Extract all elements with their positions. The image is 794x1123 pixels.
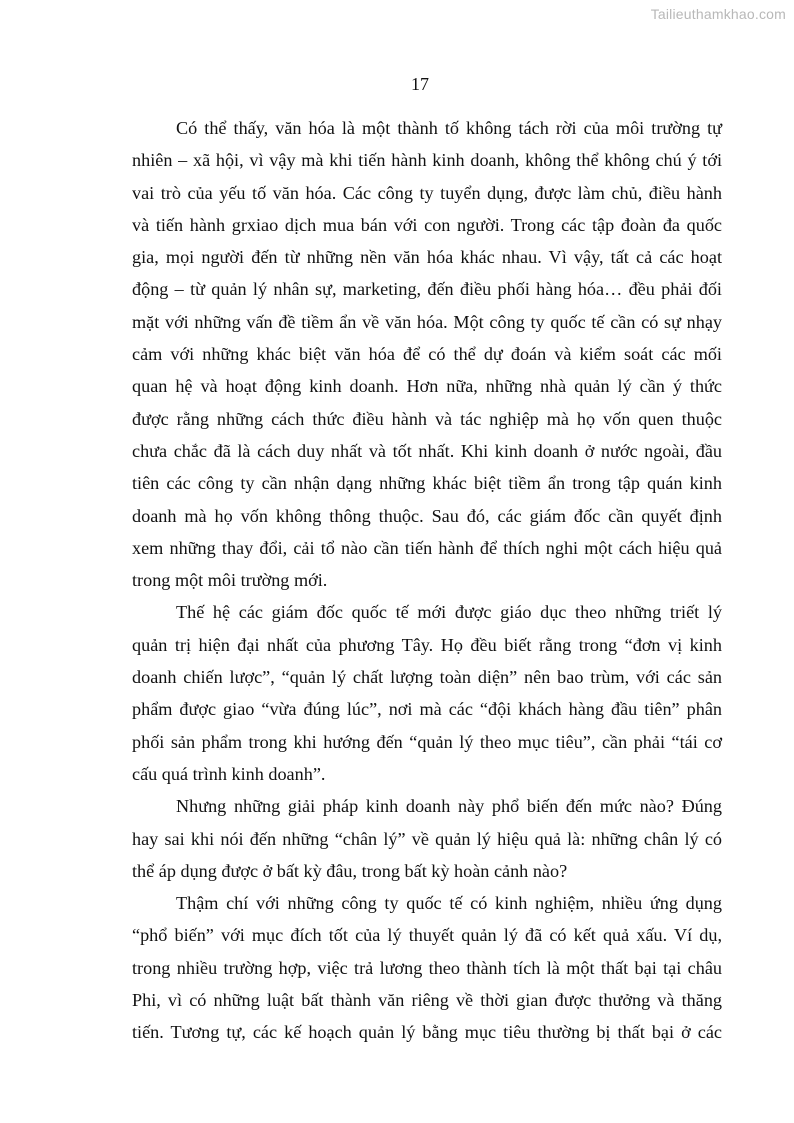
text-line: quan hệ và hoạt động kinh doanh. Hơn nữa, những nhà quản lý cần ý thức	[132, 376, 722, 397]
text-line: được rằng những cách thức điều hành và tác nghiệp mà họ vốn quen thuộc	[132, 408, 722, 429]
paragraph	[132, 112, 722, 596]
text-line: cảm với những khác biệt văn hóa để có thể dự đoán và kiểm soát các mối	[132, 344, 722, 365]
text-line: thể áp dụng được ở bất kỳ đâu, trong bất kỳ hoàn cảnh nào?	[132, 860, 568, 881]
text-line: nhiên – xã hội, vì vậy mà khi tiến hành kinh doanh, không thể không chú ý tới	[132, 150, 722, 171]
text-line: Thậm chí với những công ty quốc tế có kinh nghiệm, nhiều ứng dụng	[176, 893, 722, 914]
page-number: 17	[411, 74, 429, 94]
text-line: Thế hệ các giám đốc quốc tế mới được giáo dục theo những triết lý	[176, 602, 722, 623]
text-line: Có thể thấy, văn hóa là một thành tố không tách rời của môi trường tự	[176, 118, 722, 138]
text-line: vai trò của yếu tố văn hóa. Các công ty tuyển dụng, được làm chủ, điều hành	[132, 182, 722, 203]
text-line: “phổ biến” với mục đích tốt của lý thuyết quản lý đã có kết quả xấu. Ví dụ,	[132, 925, 722, 946]
text-line: động – từ quản lý nhân sự, marketing, đến điều phối hàng hóa… đều phải đối	[132, 279, 722, 300]
text-line: tiến. Tương tự, các kế hoạch quản lý bằng mục tiêu thường bị thất bại ở các	[132, 1022, 722, 1043]
document-body	[132, 112, 722, 1049]
text-line: gia, mọi người đến từ những nền văn hóa khác nhau. Vì vậy, tất cả các hoạt	[132, 247, 722, 268]
text-line: tiên các công ty cần nhận dạng những khác biệt tiềm ẩn trong tập quán kinh	[132, 473, 722, 494]
watermark: Tailieuthamkhao.com	[650, 6, 786, 22]
text-line: cấu quá trình kinh doanh”.	[132, 763, 326, 784]
text-line: Phi, vì có những luật bất thành văn riêng về thời gian được thưởng và thăng	[132, 990, 722, 1011]
text-line: Nhưng những giải pháp kinh doanh này phổ biến đến mức nào? Đúng	[176, 796, 722, 817]
paragraph	[132, 596, 722, 790]
text-line: chưa chắc đã là cách duy nhất và tốt nhất. Khi kinh doanh ở nước ngoài, đầu	[132, 440, 722, 461]
text-line: xem những thay đổi, cải tổ nào cần tiến hành để thích nghi một cách hiệu quả	[132, 537, 722, 558]
text-line: hay sai khi nói đến những “chân lý” về quản lý hiệu quả là: những chân lý có	[132, 828, 722, 849]
paragraph	[132, 887, 722, 1048]
text-line: phẩm được giao “vừa đúng lúc”, nơi mà các “đội khách hàng đầu tiên” phân	[132, 699, 722, 720]
text-line: doanh chiến lược”, “quản lý chất lượng toàn diện” nên bao trùm, với các sản	[132, 667, 722, 688]
text-line: và tiến hành grxiao dịch mua bán với con người. Trong các tập đoàn đa quốc	[132, 214, 722, 235]
text-line: trong một môi trường mới.	[132, 570, 328, 591]
paragraph	[132, 790, 722, 887]
text-line: quản trị hiện đại nhất của phương Tây. Họ đều biết rằng trong “đơn vị kinh	[132, 634, 722, 655]
text-line: trong nhiều trường hợp, việc trả lương theo thành tích là một thất bại tại châu	[132, 957, 722, 978]
text-line: mặt với những vấn đề tiềm ẩn về văn hóa. Một công ty quốc tế cần có sự nhạy	[132, 311, 722, 332]
text-line: doanh mà họ vốn không thông thuộc. Sau đó, các giám đốc cần quyết định	[132, 505, 722, 526]
text-line: phối sản phẩm trong khi hướng đến “quản lý theo mục tiêu”, cần phải “tái cơ	[132, 731, 722, 752]
